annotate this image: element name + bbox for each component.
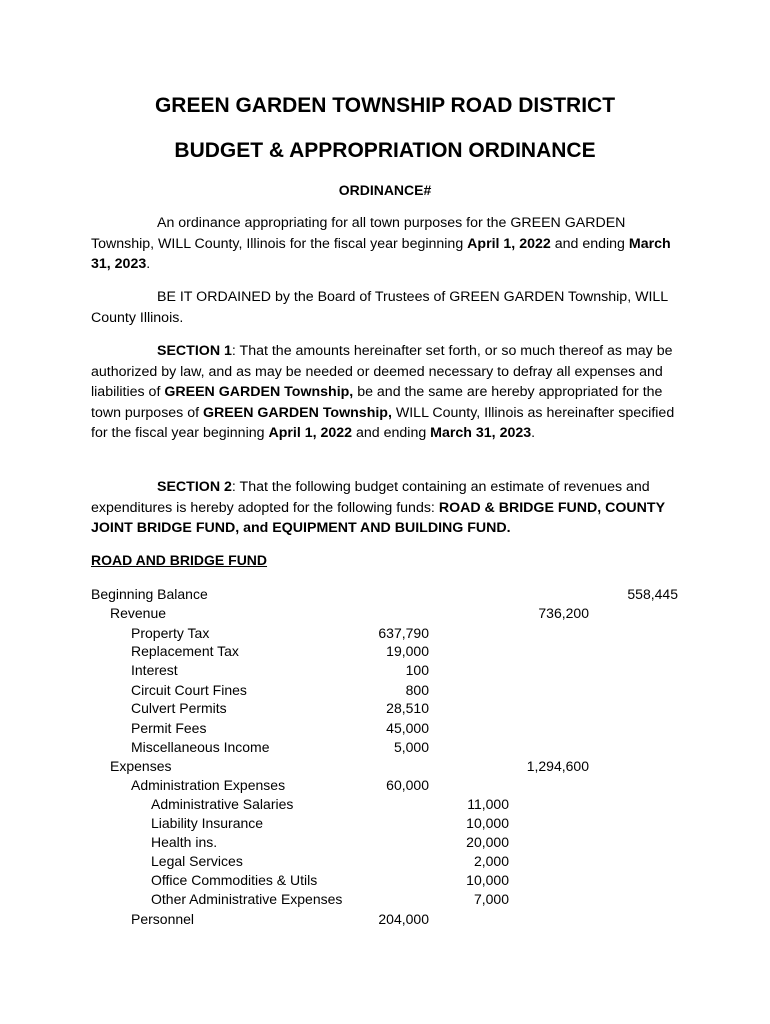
table-row: Replacement Tax 19,000: [131, 643, 429, 659]
table-row: Interest 100: [131, 662, 429, 678]
road-bridge-fund-heading: ROAD AND BRIDGE FUND: [91, 552, 268, 568]
table-row: Other Administrative Expenses 7,000: [151, 891, 509, 907]
table-row: Personnel 204,000: [131, 911, 429, 927]
table-row: Miscellaneous Income 5,000: [131, 739, 429, 755]
table-row: Revenue 736,200: [110, 605, 589, 621]
ordained-paragraph: BE IT ORDAINED by the Board of Trustees of GREEN GARDEN Township, WILL County Illinois.: [91, 289, 668, 326]
ordinance-number: ORDINANCE#: [338, 182, 432, 198]
document-title-line1: GREEN GARDEN TOWNSHIP ROAD DISTRICT: [154, 94, 616, 117]
table-row: Permit Fees 45,000: [131, 720, 429, 736]
table-row: Expenses 1,294,600: [110, 758, 589, 774]
section-2-label: SECTION 2: [157, 479, 232, 495]
fiscal-start-date: April 1, 2022: [467, 235, 551, 252]
table-row: Administrative Salaries 11,000: [151, 796, 509, 812]
table-row: Liability Insurance 10,000: [151, 815, 509, 831]
table-row: Health ins. 20,000: [151, 834, 509, 850]
section-1-paragraph: SECTION 1: That the amounts hereinafter set forth, or so much thereof as may be authorized by law, and as may be needed or deemed necessary to defray all expenses and liabilities of GREEN GARDEN Township, be and the same are hereby appropriated for the town purposes of GREEN GARDEN Township, WILL County, Illinois as hereinafter specified for the fiscal year beginning April 1, 2022 and ending March 31, 2023.: [91, 343, 675, 441]
table-row: Culvert Permits 28,510: [131, 700, 429, 716]
fund-list: ROAD & BRIDGE FUND, COUNTY JOINT BRIDGE FUND, and EQUIPMENT AND BUILDING FUND.: [91, 499, 665, 536]
table-row: Beginning Balance 558,445: [91, 586, 678, 602]
document-title-line2: BUDGET & APPROPRIATION ORDINANCE: [174, 139, 596, 162]
table-row: Office Commodities & Utils 10,000: [151, 872, 509, 888]
table-row: Circuit Court Fines 800: [131, 682, 429, 698]
section-2-paragraph: SECTION 2: That the following budget containing an estimate of revenues and expenditures is hereby adopted for the following funds: ROAD & BRIDGE FUND, COUNTY JOINT BRIDGE FUND, and EQUIPMENT AND BUILDING FUND.: [91, 479, 665, 536]
intro-paragraph: An ordinance appropriating for all town purposes for the GREEN GARDEN Township, WILL County, Illinois for the fiscal year beginning April 1, 2022 and ending March 31, 2023.: [91, 215, 671, 272]
section-1-label: SECTION 1: [157, 343, 232, 359]
fiscal-end-date: March 31, 2023: [91, 235, 671, 272]
table-row: Property Tax 637,790: [131, 625, 429, 641]
table-row: Legal Services 2,000: [151, 853, 509, 869]
table-row: Administration Expenses 60,000: [131, 777, 429, 793]
